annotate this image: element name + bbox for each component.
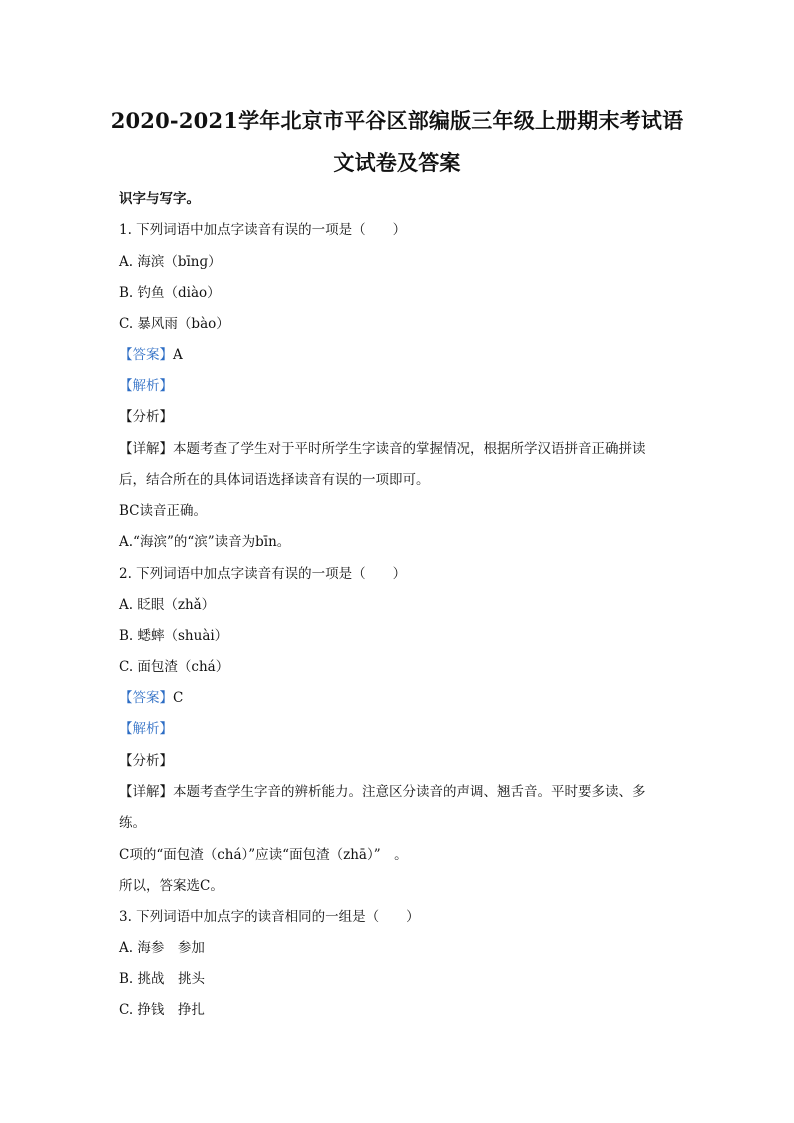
q1-detail-line2: 后，结合所在的具体词语选择读音有误的一项即可。: [119, 472, 430, 488]
section-heading: 识字与写字。: [119, 191, 200, 207]
q1-detail-line1: [119, 437, 646, 457]
q3-option-b: B. 挑战 挑头: [119, 971, 206, 987]
q2-detail-text: 本题考查学生字音的辨析能力。注意区分读音的声调、翘舌音。平时要多读、多: [173, 784, 646, 800]
doc-title-line2: 文试卷及答案: [333, 150, 461, 175]
q1-fenxi: 【分析】: [119, 409, 173, 425]
q2-answer-value: C: [173, 690, 184, 706]
q2-answer-label: 【答案】: [119, 690, 173, 706]
q1-stem: 1. 下列词语中加点字读音有误的一项是（ ）: [119, 222, 407, 238]
q1-note2: A.“海滨”的“滨”读音为bīn。: [119, 534, 291, 550]
q2-stem: 2. 下列词语中加点字读音有误的一项是（ ）: [119, 566, 407, 582]
q2-detail-label: 【详解】: [119, 784, 173, 800]
q1-note1: BC读音正确。: [119, 503, 208, 519]
q1-answer-value: A: [173, 347, 183, 363]
q1-answer-label: 【答案】: [119, 347, 173, 363]
q1-detail-text: 本题考查了学生对于平时所学生字读音的掌握情况，根据所学汉语拼音正确拼读: [173, 441, 646, 457]
q2-option-c: C. 面包渣（chá）: [119, 659, 230, 675]
doc-title-line1: 2020-2021学年北京市平谷区部编版三年级上册期末考试语: [110, 108, 684, 133]
q1-detail-label: 【详解】: [119, 441, 173, 457]
q2-detail-line2: 练。: [119, 815, 146, 831]
q2-note2: 所以，答案选C。: [119, 878, 224, 894]
q2-fenxi: 【分析】: [119, 753, 173, 769]
q2-analysis-label: 【解析】: [119, 721, 173, 737]
q1-option-c: C. 暴风雨（bào）: [119, 316, 230, 332]
q2-option-a: A. 眨眼（zhǎ）: [119, 597, 216, 613]
q2-detail-line1: [119, 780, 646, 800]
q1-analysis-label: 【解析】: [119, 378, 173, 394]
q3-option-a: A. 海参 参加: [119, 940, 205, 956]
q2-note1: C项的“面包渣（chá）”应读“面包渣（zhā）” 。: [119, 847, 408, 863]
q2-option-b: B. 蟋蟀（shuài）: [119, 628, 229, 644]
q1-option-a: A. 海滨（bīnɡ）: [119, 254, 222, 270]
q1-answer: [119, 343, 183, 363]
q3-option-c: C. 挣钱 挣扎: [119, 1002, 205, 1018]
q1-option-b: B. 钓鱼（diào）: [119, 285, 221, 301]
q3-stem: 3. 下列词语中加点字的读音相同的一组是（ ）: [119, 909, 420, 925]
q2-answer: [119, 686, 183, 706]
